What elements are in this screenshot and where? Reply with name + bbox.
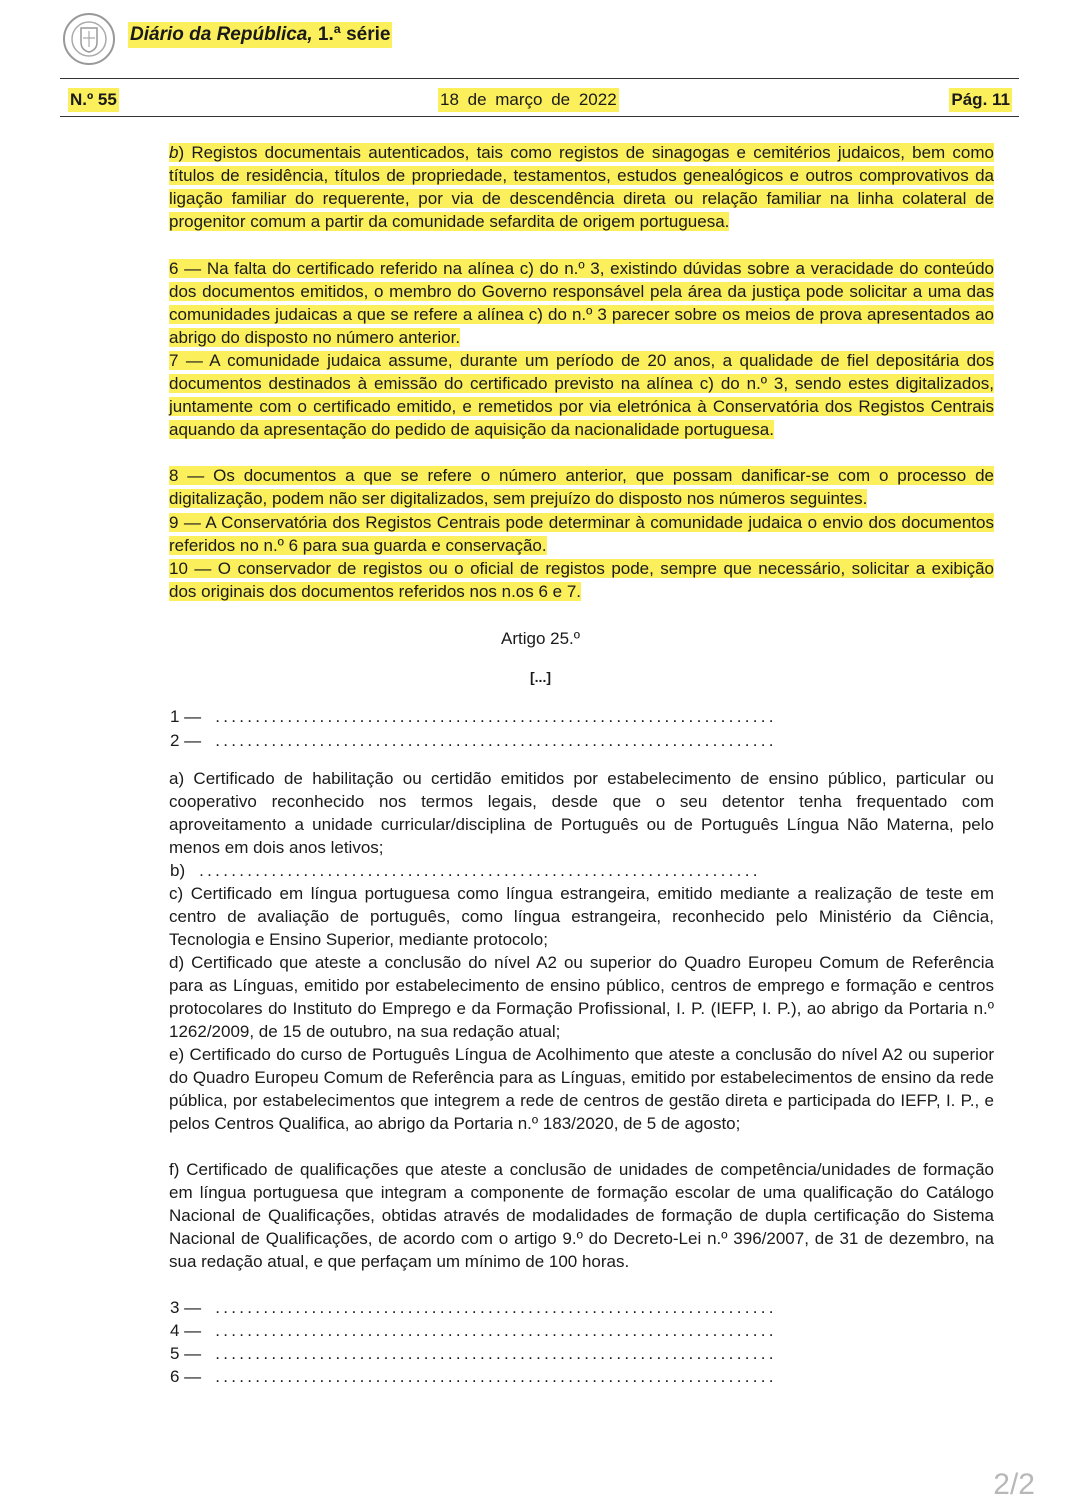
paragraph-8: 8 — Os documentos a que se refere o número anterior, que possam danificar-se com o processo de digitalização, podem não ser digitalizados, sem prejuízo do disposto nos números seguintes.	[169, 466, 994, 508]
item-5-omitted: 5 — ......................................................................	[170, 1344, 777, 1363]
article-title: Artigo 25.º	[501, 629, 580, 648]
paragraph-6: 6 — Na falta do certificado referido na alínea c) do n.º 3, existindo dúvidas sobre a veracidade do conteúdo dos documentos emitidos, o membro do Governo responsável pela área da justiça pode solicitar a uma das comunidades judaicas a que se refere a alínea c) do n.º 3 parecer sobre os meios de prova apresentados ao abrigo do disposto no número anterior.	[169, 259, 994, 347]
item-2-f: f) Certificado de qualificações que ateste a conclusão de unidades de competência/unidades de formação em língua portuguesa que integram a componente de formação escolar de uma qualificação do Catálogo Nacional de Qualificações, obtidas através de modalidades de formação de dupla certificação do Sistema Nacional de Qualificações, de acordo com o artigo 9.º do Decreto-Lei n.º 396/2007, de 31 de dezembro, na sua redação atual, e que perfaçam um mínimo de 100 horas.	[169, 1160, 994, 1271]
item-1-omitted: 1 — ......................................................................	[170, 707, 777, 726]
coat-of-arms-seal	[59, 12, 119, 66]
item-6-omitted: 6 — ......................................................................	[170, 1367, 777, 1386]
paragraph-b-registos: b) Registos documentais autenticados, tais como registos de sinagogas e cemitérios judaicos, bem como títulos de residência, títulos de propriedade, testamentos, estudos genealógicos e outros comprovativos da ligação familiar do requerente, por via de descendência direta ou relação familiar na linha colateral de progenitor comum a partir da comunidade sefardita de origem portuguesa.	[169, 143, 994, 231]
item-2-d: d) Certificado que ateste a conclusão do nível A2 ou superior do Quadro Europeu Comum de Referência para as Línguas, emitido por estabelecimento de ensino público, centros de emprego e formação e centros protocolares do Instituto do Emprego e da Formação Profissional, I. P. (IEFP, I. P.), ao abrigo da Portaria n.º 1262/2009, de 15 de outubro, na sua redação atual;	[169, 953, 994, 1041]
journal-title: Diário da República, 1.ª série	[128, 22, 392, 48]
item-2-a: a) Certificado de habilitação ou certidão emitidos por estabelecimento de ensino público, particular ou cooperativo reconhecido nos termos legais, desde que o seu detentor tenha frequentado com aproveitamento a unidade curricular/disciplina de Português ou de Português Língua Não Materna, pelo menos em dois anos letivos;	[169, 769, 994, 857]
page-counter: 2/2	[993, 1468, 1035, 1501]
item-3-omitted: 3 — ......................................................................	[170, 1298, 777, 1317]
item-4-omitted: 4 — ......................................................................	[170, 1321, 777, 1340]
paragraph-10: 10 — O conservador de registos ou o oficial de registos pode, sempre que necessário, solicitar a exibição dos originais dos documentos referidos nos n.os 6 e 7.	[169, 559, 994, 601]
omission-marker: [...]	[530, 669, 551, 685]
item-2-b-omitted: b) ......................................................................	[170, 861, 761, 880]
paragraph-9: 9 — A Conservatória dos Registos Centrais pode determinar à comunidade judaica o envio dos documentos referidos no n.º 6 para sua guarda e conservação.	[169, 513, 994, 555]
header-rule-bottom	[60, 116, 1019, 117]
item-2-e: e) Certificado do curso de Português Língua de Acolhimento que ateste a conclusão do nível A2 ou superior do Quadro Europeu Comum de Referência para as Línguas, emitido por estabelecimentos de ensino da rede pública, por estabelecimentos que integrem a rede de centros de gestão direta e participada do IEFP, I. P., e pelos Centros Qualifica, ao abrigo da Portaria n.º 183/2020, de 5 de agosto;	[169, 1045, 994, 1133]
item-2: 2 — ......................................................................	[170, 731, 777, 750]
issue-number: N.º 55	[68, 88, 119, 112]
paragraph-7: 7 — A comunidade judaica assume, durante um período de 20 anos, a qualidade de fiel depositária dos documentos destinados à emissão do certificado previsto na alínea c) do n.º 3, sendo estes digitalizados, juntamente com o certificado emitido, e remetidos por via eletrónica à Conservatória dos Registos Centrais aquando da apresentação do pedido de aquisição da nacionalidade portuguesa.	[169, 351, 994, 439]
page-number: Pág. 11	[949, 88, 1012, 112]
issue-meta-row	[68, 88, 1012, 112]
issue-date: 18 de março de 2022	[438, 88, 619, 112]
item-2-c: c) Certificado em língua portuguesa como língua estrangeira, emitido mediante a realização de teste em centro de avaliação de português, como língua estrangeira, reconhecido pelo Ministério da Ciência, Tecnologia e Ensino Superior, mediante protocolo;	[169, 884, 994, 949]
header-rule-top	[60, 78, 1019, 79]
